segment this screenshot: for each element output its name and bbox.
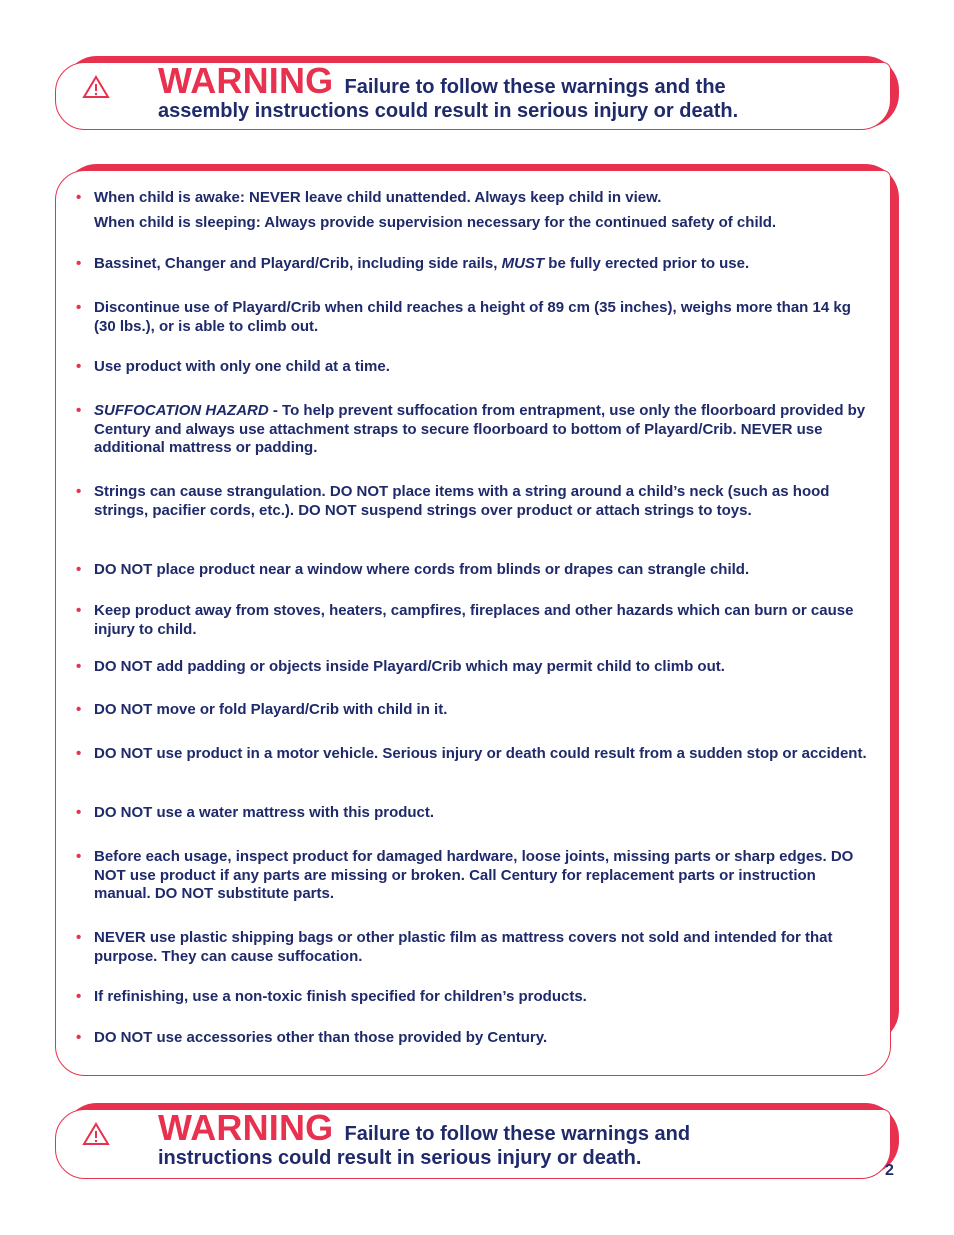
- list-item: • DO NOT use product in a motor vehicle. Serious injury or death could result from a sudden stop or accident.: [76, 745, 867, 762]
- list-item: • Strings can cause strangulation. DO NOT place items with a string around a child’s neck (such as hood strings, pacifier cords, etc.). DO NOT suspend strings over product or attach strings to toys.: [76, 483, 830, 519]
- list-item: • Keep product away from stoves, heaters, campfires, fireplaces and other hazards which can burn or cause injury to child.: [76, 602, 854, 638]
- list-item: • NEVER use plastic shipping bags or other plastic film as mattress covers not sold and intended for that purpose. They can cause suffocation.: [76, 929, 833, 965]
- list-item: • DO NOT use accessories other than those provided by Century.: [76, 1029, 548, 1046]
- warning-triangle-icon: [82, 75, 110, 99]
- list-item: • Bassinet, Changer and Playard/Crib, including side rails, MUST be fully erected prior to use.: [76, 255, 750, 272]
- warning-heading: WARNING: [158, 60, 334, 101]
- list-item: • If refinishing, use a non-toxic finish specified for children’s products.: [76, 988, 587, 1005]
- list-item: • When child is awake: NEVER leave child unattended. Always keep child in view. When child is sleeping: Always provide supervision necessary for the continued safety of child.: [76, 189, 777, 231]
- list-item: • Before each usage, inspect product for damaged hardware, loose joints, missing parts or sharp edges. DO NOT use product if any parts are missing or broken. Call Century for replacement parts or instruction manual. DO NOT substitute parts.: [76, 848, 854, 902]
- warning-line-2: instructions could result in serious injury or death.: [158, 1147, 642, 1169]
- list-item: • DO NOT place product near a window where cords from blinds or drapes can strangle child.: [76, 561, 750, 578]
- page-number: 2: [885, 1162, 894, 1179]
- list-item: • DO NOT move or fold Playard/Crib with child in it.: [76, 701, 448, 718]
- bottom-warning-banner: [55, 1103, 899, 1181]
- list-item: • Discontinue use of Playard/Crib when child reaches a height of 89 cm (35 inches), weighs more than 14 kg (30 lbs.), or is able to climb out.: [76, 299, 851, 335]
- list-item: • DO NOT add padding or objects inside Playard/Crib which may permit child to climb out.: [76, 658, 725, 675]
- list-item: • DO NOT use a water mattress with this product.: [76, 804, 435, 821]
- warning-line-1: Failure to follow these warnings and: [344, 1123, 691, 1145]
- warning-line-1: Failure to follow these warnings and the: [344, 76, 726, 98]
- list-item: • Use product with only one child at a time.: [76, 358, 390, 375]
- list-item: • SUFFOCATION HAZARD - To help prevent suffocation from entrapment, use only the floorboard provided by Century and always use attachment straps to secure floorboard to bottom of Playard/Crib. NEVER use additional mattress or padding.: [76, 402, 866, 456]
- warning-heading: WARNING: [158, 1107, 334, 1148]
- top-warning-text: [158, 60, 870, 123]
- warning-line-2: assembly instructions could result in serious injury or death.: [158, 100, 739, 122]
- bottom-warning-text: [158, 1107, 870, 1170]
- warning-triangle-icon: [82, 1122, 110, 1146]
- top-warning-banner: [55, 56, 899, 132]
